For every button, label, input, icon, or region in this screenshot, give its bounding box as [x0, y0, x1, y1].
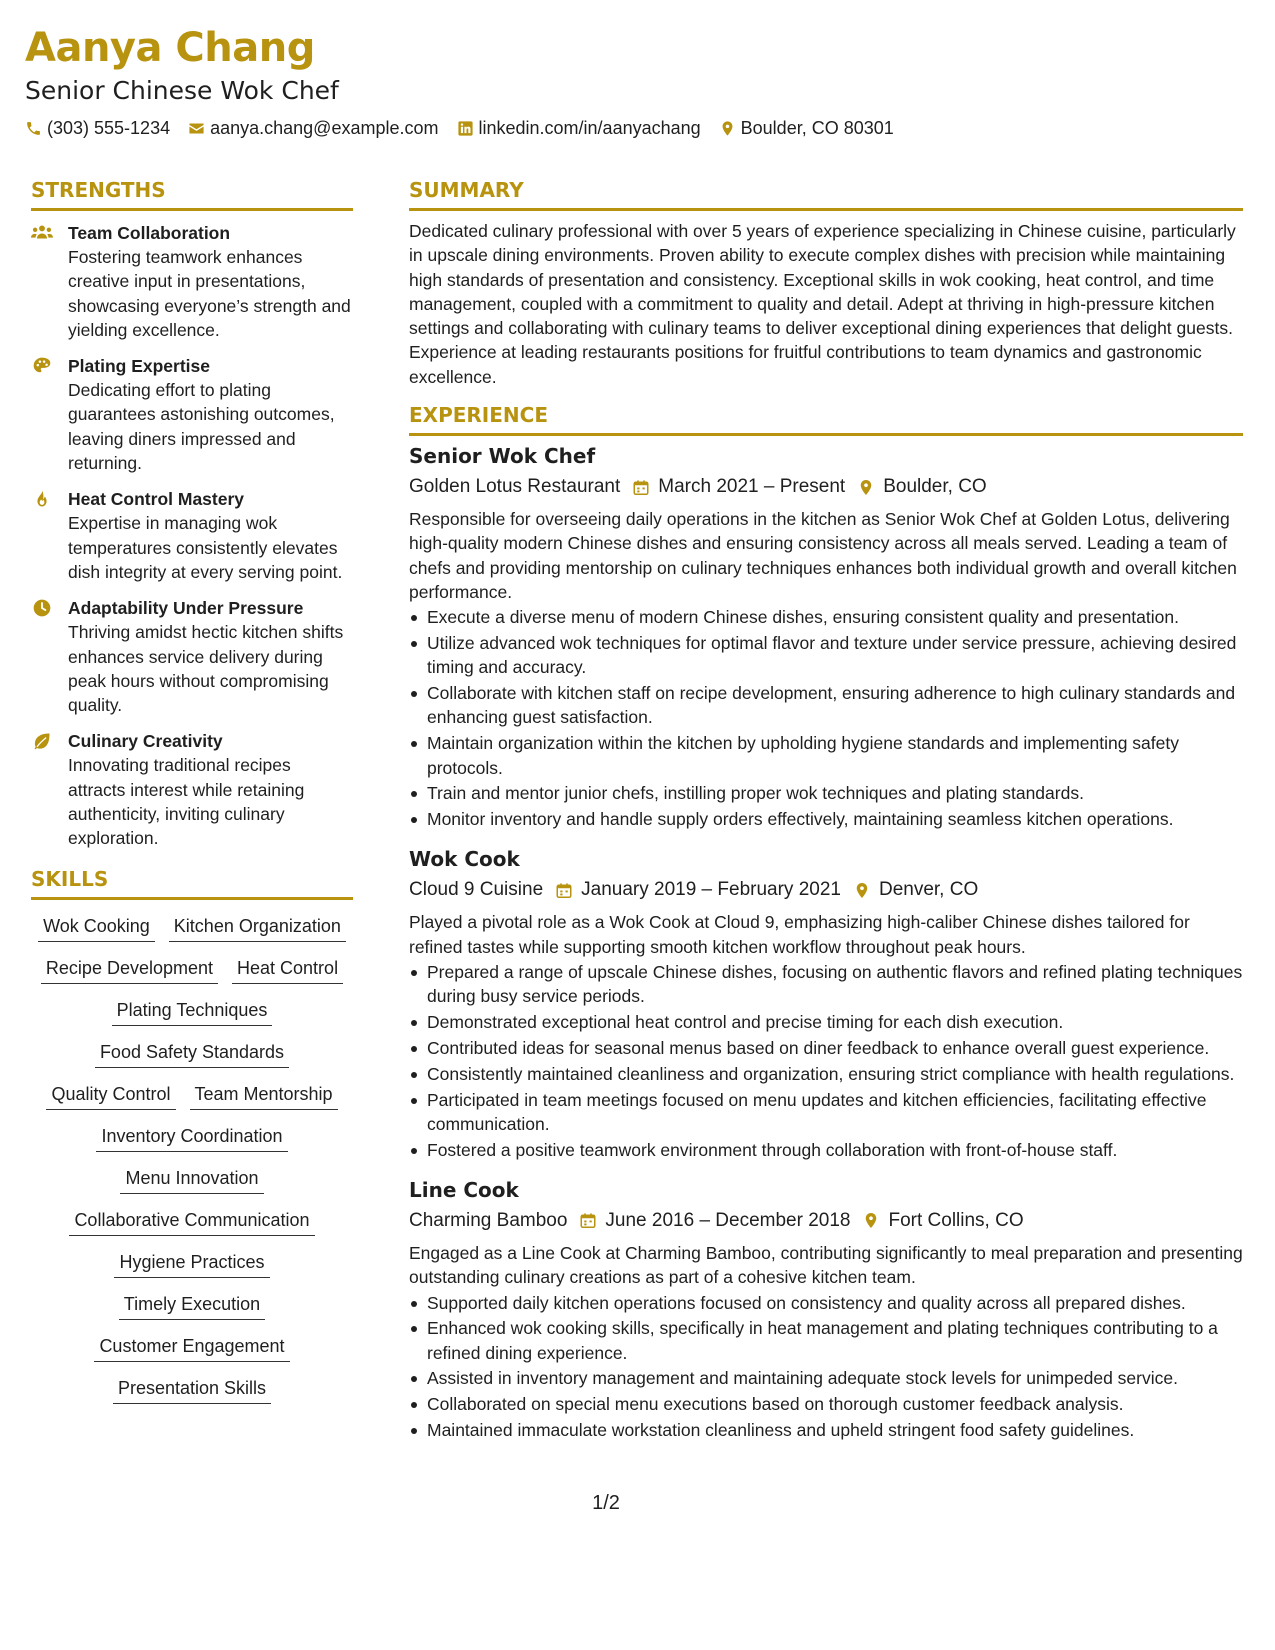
linkedin-icon [457, 120, 474, 137]
strength-title: Adaptability Under Pressure [68, 598, 304, 619]
job-entry [409, 442, 1243, 831]
job-description: Played a pivotal role as a Wok Cook at Cloud 9, emphasizing high-caliber Chinese dishes tailored for refined tastes while supporting smooth kitchen workflow throughout peak hours. [409, 912, 1190, 957]
job-bullet: Monitor inventory and handle supply orders effectively, maintaining seamless kitchen operations. [409, 807, 1243, 831]
job-bullet: Enhanced wok cooking skills, specifically in heat management and plating techniques contributing to a refined dining experience. [409, 1316, 1243, 1365]
job-location: Fort Collins, CO [888, 1209, 1024, 1231]
skill-tag: Timely Execution [119, 1292, 265, 1320]
experience-heading: EXPERIENCE [409, 401, 1243, 436]
job-entry [409, 845, 1243, 1161]
contact-phone [25, 116, 170, 140]
summary-text: Dedicated culinary professional with over 5 years of experience specializing in Chinese cuisine, particularly in upscale dining environments. Proven ability to execute complex dishes with precision while maintaining high standards of presentation and consistency. Exceptional skills in wok cooking, heat control, and time management, coupled with a commitment to quality and detail. Adept at thriving in high-pressure kitchen settings and collaborating with culinary teams to deliver exceptional dining experiences that delight guests. Experience at leading restaurants positions for fruitful contributions to team dynamics and gastronomic excellence. [409, 221, 1236, 387]
map-pin-icon [857, 478, 875, 497]
strength-desc: Expertise in managing wok temperatures consistently elevates dish integrity at every serving point. [68, 513, 343, 582]
calendar-icon [555, 881, 573, 900]
right-column [409, 176, 1243, 1444]
contact-bar [25, 116, 1255, 140]
strength-item [31, 487, 353, 584]
job-bullet: Supported daily kitchen operations focused on consistency and quality across all prepared dishes. [409, 1291, 1243, 1315]
skill-tag: Hygiene Practices [114, 1250, 269, 1278]
strength-title: Plating Expertise [68, 356, 210, 377]
calendar-icon [579, 1211, 597, 1230]
fire-icon [31, 489, 53, 509]
job-title: Line Cook [409, 1177, 519, 1202]
job-bullets [409, 605, 1243, 831]
job-meta [409, 1207, 1243, 1235]
contact-linkedin[interactable] [457, 116, 701, 140]
job-meta [409, 473, 1243, 501]
strength-title: Heat Control Mastery [68, 489, 245, 510]
strength-item [31, 729, 353, 850]
job-description: Responsible for overseeing daily operations in the kitchen as Senior Wok Chef at Golden Lotus, delivering high-quality modern Chinese dishes and ensuring consistency across all meals served. Leading a team of chefs and providing mentorship on culinary techniques enhances both individual growth and overall kitchen performance. [409, 509, 1237, 602]
job-company: Cloud 9 Cuisine [409, 879, 544, 901]
candidate-name: Aanya Chang [25, 25, 315, 71]
skill-tag: Quality Control [46, 1082, 175, 1110]
job-title: Wok Cook [409, 847, 520, 872]
clock-icon [31, 598, 53, 618]
contact-phone-text: (303) 555-1234 [47, 118, 171, 138]
envelope-icon [188, 120, 205, 137]
strength-desc: Dedicating effort to plating guarantees astonishing outcomes, leaving diners impressed and returning. [68, 380, 335, 474]
contact-email-text: aanya.chang@example.com [210, 118, 439, 138]
contact-email[interactable] [188, 116, 438, 140]
job-company: Golden Lotus Restaurant [409, 476, 621, 498]
skill-tag: Inventory Coordination [96, 1124, 287, 1152]
job-bullet: Maintained immaculate workstation cleanliness and upheld stringent food safety guidelines. [409, 1418, 1243, 1442]
skill-tag: Wok Cooking [38, 914, 155, 942]
job-dates: January 2019 – February 2021 [581, 879, 841, 901]
job-bullet: Collaborate with kitchen staff on recipe development, ensuring adherence to high culinary standards and enhancing guest satisfaction. [409, 681, 1243, 730]
job-title: Senior Wok Chef [409, 444, 596, 469]
strength-item [31, 221, 353, 342]
skills-heading: SKILLS [31, 865, 353, 900]
strengths-heading: STRENGTHS [31, 176, 353, 211]
job-bullet: Maintain organization within the kitchen by upholding hygiene standards and implementing safety protocols. [409, 731, 1243, 780]
job-dates: June 2016 – December 2018 [605, 1209, 851, 1231]
skill-tag: Food Safety Standards [95, 1040, 289, 1068]
job-bullet: Execute a diverse menu of modern Chinese dishes, ensuring consistent quality and presentation. [409, 605, 1243, 629]
skills-list [31, 914, 353, 1404]
map-pin-icon [719, 120, 736, 137]
job-bullet: Demonstrated exceptional heat control and precise timing for each dish execution. [409, 1010, 1243, 1034]
map-pin-icon [853, 881, 871, 900]
candidate-title: Senior Chinese Wok Chef [25, 76, 339, 105]
job-bullet: Prepared a range of upscale Chinese dishes, focusing on authentic flavors and refined plating techniques during busy service periods. [409, 960, 1243, 1009]
skill-tag: Customer Engagement [94, 1334, 289, 1362]
skill-tag: Collaborative Communication [69, 1208, 314, 1236]
map-pin-icon [862, 1211, 880, 1230]
skill-tag: Kitchen Organization [169, 914, 346, 942]
strength-item [31, 354, 353, 475]
skill-tag: Plating Techniques [112, 998, 273, 1026]
strength-desc: Thriving amidst hectic kitchen shifts enhances service delivery during peak hours without compromising quality. [68, 622, 344, 716]
job-entry [409, 1176, 1243, 1442]
strength-item [31, 596, 353, 717]
job-bullets [409, 960, 1243, 1162]
skill-tag: Menu Innovation [120, 1166, 263, 1194]
palette-icon [31, 356, 53, 376]
job-bullets [409, 1291, 1243, 1443]
contact-location [719, 116, 894, 140]
job-description: Engaged as a Line Cook at Charming Bamboo, contributing significantly to meal preparation and presenting outstanding culinary creations as part of a cohesive kitchen team. [409, 1242, 1243, 1288]
calendar-icon [632, 478, 650, 497]
job-company: Charming Bamboo [409, 1209, 568, 1231]
users-icon [31, 223, 53, 243]
job-location: Denver, CO [878, 879, 979, 901]
phone-icon [25, 120, 42, 137]
leaf-icon [31, 731, 53, 751]
skill-tag: Recipe Development [41, 956, 218, 984]
strengths-list [31, 221, 353, 851]
resume-header [25, 24, 1255, 140]
job-dates: March 2021 – Present [658, 476, 846, 498]
job-bullet: Consistently maintained cleanliness and organization, ensuring strict compliance with health regulations. [409, 1062, 1243, 1086]
job-bullet: Participated in team meetings focused on menu updates and kitchen efficiencies, facilitating effective communication. [409, 1088, 1243, 1137]
page-number: 1/2 [592, 1492, 620, 1514]
job-bullet: Contributed ideas for seasonal menus based on diner feedback to enhance overall guest experience. [409, 1036, 1243, 1060]
job-meta [409, 876, 1243, 904]
summary-heading: SUMMARY [409, 176, 1243, 211]
skill-tag: Team Mentorship [190, 1082, 338, 1110]
strength-desc: Fostering teamwork enhances creative input in presentations, showcasing everyone’s strength and yielding excellence. [68, 247, 351, 340]
skill-tag: Heat Control [232, 956, 343, 984]
left-column [31, 176, 353, 1404]
strength-title: Culinary Creativity [68, 731, 223, 752]
skill-tag: Presentation Skills [113, 1376, 271, 1404]
strength-title: Team Collaboration [68, 223, 231, 243]
job-bullet: Collaborated on special menu executions based on thorough customer feedback analysis. [409, 1392, 1243, 1416]
job-bullet: Fostered a positive teamwork environment through collaboration with front-of-house staff. [409, 1138, 1243, 1162]
job-bullet: Train and mentor junior chefs, instilling proper wok techniques and plating standards. [409, 781, 1243, 805]
job-bullet: Utilize advanced wok techniques for optimal flavor and texture under service pressure, achieving desired timing and accuracy. [409, 631, 1243, 680]
contact-location-text: Boulder, CO 80301 [740, 118, 894, 138]
contact-linkedin-text: linkedin.com/in/aanyachang [478, 118, 701, 138]
job-location: Boulder, CO [883, 476, 987, 498]
job-bullet: Assisted in inventory management and maintaining adequate stock levels for unimpeded service. [409, 1366, 1243, 1390]
strength-desc: Innovating traditional recipes attracts interest while retaining authenticity, inviting culinary exploration. [68, 755, 305, 849]
